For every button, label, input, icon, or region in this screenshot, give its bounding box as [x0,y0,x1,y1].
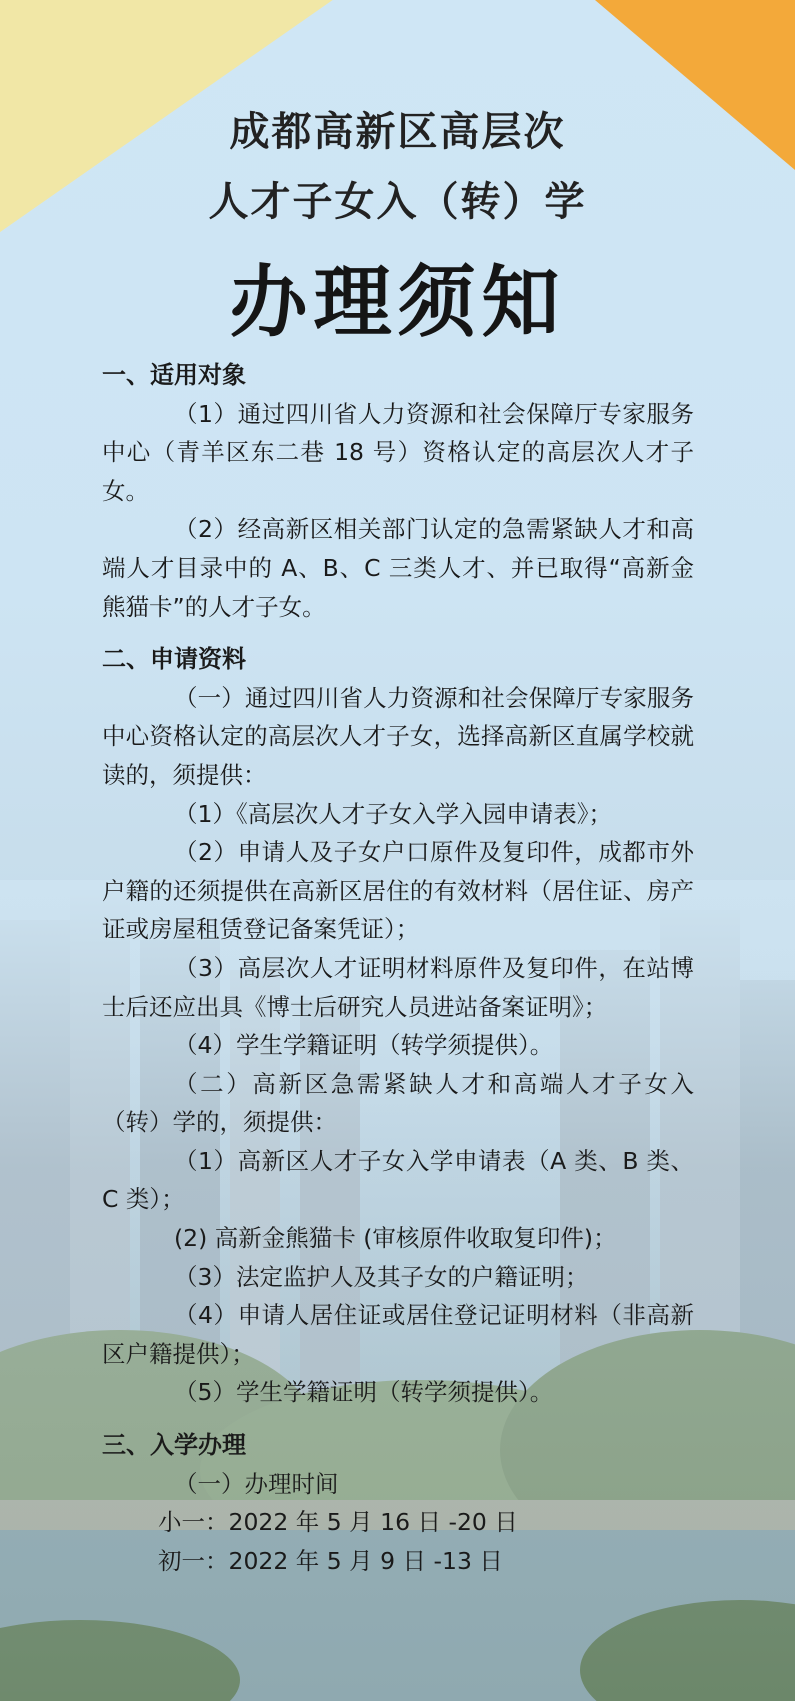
materials-part1-intro: （一）通过四川省人力资源和社会保障厅专家服务中心资格认定的高层次人才子女，选择高新区直属学校就读的，须提供： [102,683,694,789]
materials-item: （1）高新区人才子女入学申请表（A 类、B 类、C 类）； [102,1146,694,1214]
enrollment-time-heading: （一）办理时间 [174,1469,339,1498]
enrollment-date-primary: 小一：2022 年 5 月 16 日 -20 日 [158,1508,518,1537]
notice-body [102,356,694,1580]
main-title: 办理须知 [229,258,566,348]
materials-item: （4）申请人居住证或居住登记证明材料（非高新区户籍提供）； [102,1301,694,1368]
title-line-1: 成都高新区高层次 [229,109,566,155]
materials-item: （1）《高层次人才子女入学入园申请表》； [174,799,612,828]
materials-item: （2）申请人及子女户口原件及复印件，成都市外户籍的还须提供在高新区居住的有效材料（居住证、房产证或房屋租赁登记备案凭证）； [102,838,694,944]
eligibility-item: （1）通过四川省人力资源和社会保障厅专家服务中心（青羊区东二巷 18 号）资格认定的高层次人才子女。 [102,399,694,505]
materials-item: （3）高层次人才证明材料原件及复印件，在站博士后还应出具《博士后研究人员进站备案证明》； [102,953,694,1021]
title-line-2: 人才子女入（转）学 [208,179,587,225]
eligibility-item: （2）经高新区相关部门认定的急需紧缺人才和高端人才目录中的 A、B、C 三类人才、并已取得“高新金熊猫卡”的人才子女。 [102,515,694,621]
materials-part2-intro: （二）高新区急需紧缺人才和高端人才子女入（转）学的，须提供： [102,1069,694,1137]
materials-item: （3）法定监护人及其子女的户籍证明； [174,1262,589,1291]
materials-item: （4）学生学籍证明（转学须提供）。 [174,1031,554,1060]
section-heading-eligibility: 一、适用对象 [102,361,246,389]
enrollment-date-junior: 初一：2022 年 5 月 9 日 -13 日 [158,1546,503,1575]
section-heading-materials: 二、申请资料 [102,645,246,674]
section-heading-enrollment: 三、入学办理 [102,1431,246,1460]
materials-item: (2) 高新金熊猫卡 (审核原件收取复印件)； [174,1224,617,1253]
materials-item: （5）学生学籍证明（转学须提供）。 [174,1378,554,1407]
